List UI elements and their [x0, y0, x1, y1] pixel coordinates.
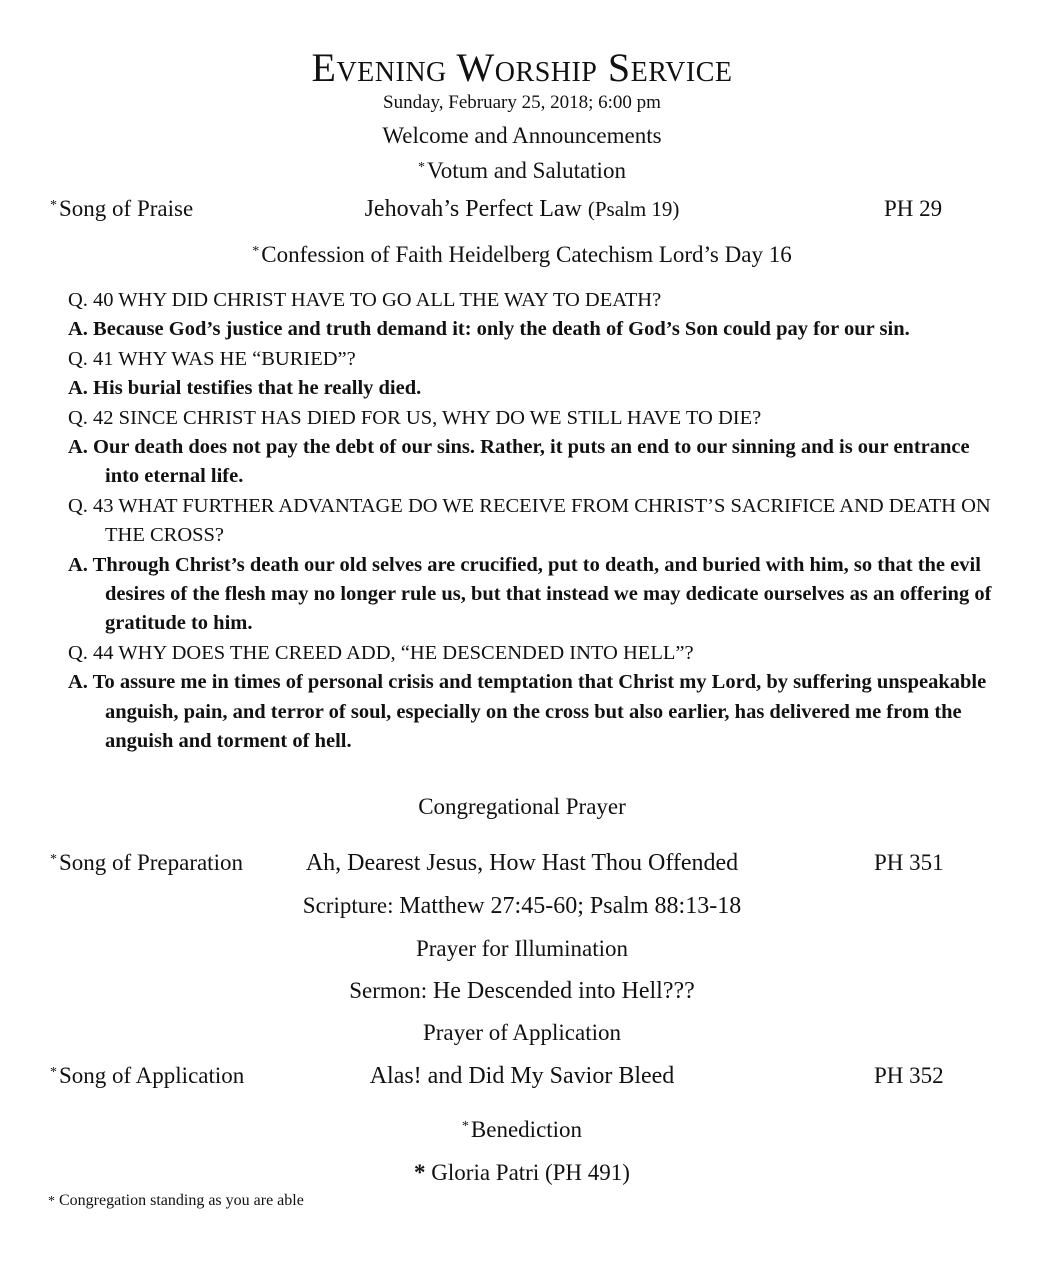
prayer-application: Prayer of Application — [422, 1020, 621, 1045]
service-date: Sunday, February 25, 2018; 6:00 pm — [383, 92, 661, 113]
scripture-item: Scripture: Matthew 27:45-60; Psalm 88:13-18 — [302, 893, 742, 919]
footnote — [48, 1192, 304, 1210]
standing-marker: * — [50, 852, 57, 867]
song-of-praise-hymn: PH 29 — [884, 196, 943, 221]
song-of-praise-label: *Song of Praise — [50, 196, 194, 221]
confession-item: *Confession of Faith Heidelberg Catechism Lord’s Day 16 — [252, 242, 792, 267]
answer: A. To assure me in times of personal crisis and temptation that Christ my Lord, by suffering unspeakable anguish, pain, and terror of soul, especially on the cross but also earlier, has delivered me from the anguish and torment of hell. — [68, 671, 987, 753]
song-of-preparation-label: *Song of Preparation — [50, 850, 243, 875]
catechism-qa — [68, 286, 998, 757]
answer: A. His burial testifies that he really died. — [68, 377, 422, 400]
votum-item — [0, 158, 1044, 184]
song-of-application-row — [0, 1063, 1044, 1093]
standing-marker: * — [414, 1160, 426, 1185]
welcome-item: Welcome and Announcements — [382, 123, 662, 148]
page-title: Evening Worship Service — [311, 45, 733, 90]
song-of-application-hymn: PH 352 — [874, 1063, 944, 1088]
benediction-item: *Benediction — [461, 1117, 583, 1142]
standing-marker: * — [50, 1065, 57, 1080]
question: Q. 40 WHY DID CHRIST HAVE TO GO ALL THE WAY TO DEATH? — [68, 289, 662, 311]
standing-marker: * — [461, 1119, 469, 1134]
standing-marker: * — [50, 198, 57, 213]
answer: A. Because God’s justice and truth demand it: only the death of God’s Son could pay for our sin. — [68, 318, 910, 341]
answer: A. Through Christ’s death our old selves are crucified, put to death, and buried with him, so that the evil desires of the flesh may no longer rule us, but that instead we may dedicate ourselves as an offering of gratitude to him. — [68, 553, 992, 635]
song-of-praise-row — [0, 196, 1044, 226]
song-of-praise-title: Jehovah’s Perfect Law (Psalm 19) — [364, 196, 680, 222]
footnote-marker: * — [48, 1194, 55, 1209]
congregational-prayer: Congregational Prayer — [418, 794, 626, 819]
standing-marker: * — [418, 160, 426, 175]
question: Q. 42 SINCE CHRIST HAS DIED FOR US, WHY DO WE STILL HAVE TO DIE? — [68, 406, 762, 429]
votum-label: Votum and Salutation — [427, 158, 626, 183]
question: Q. 44 WHY DOES THE CREED ADD, “HE DESCENDED INTO HELL”? — [68, 641, 694, 664]
song-of-application-title: Alas! and Did My Savior Bleed — [369, 1063, 675, 1089]
answer: A. Our death does not pay the debt of our sins. Rather, it puts an end to our sinning and is our entrance into eternal life. — [68, 436, 970, 488]
question: Q. 43 WHAT FURTHER ADVANTAGE DO WE RECEIVE FROM CHRIST’S SACRIFICE AND DEATH ON THE CROSS? — [68, 494, 991, 547]
standing-marker: * — [252, 244, 260, 259]
gloria-patri-item: * Gloria Patri (PH 491) — [414, 1160, 630, 1185]
question: Q. 41 WHY WAS HE “BURIED”? — [68, 347, 356, 370]
song-of-preparation-hymn: PH 351 — [874, 850, 944, 875]
prayer-illumination: Prayer for Illumination — [415, 936, 629, 961]
sermon-item: Sermon: He Descended into Hell??? — [349, 978, 695, 1004]
song-of-application-label: *Song of Application — [50, 1063, 245, 1088]
footnote-text: Congregation standing as you are able — [59, 1192, 304, 1209]
song-of-preparation-title: Ah, Dearest Jesus, How Hast Thou Offended — [305, 850, 739, 876]
song-of-preparation-row — [0, 850, 1044, 880]
